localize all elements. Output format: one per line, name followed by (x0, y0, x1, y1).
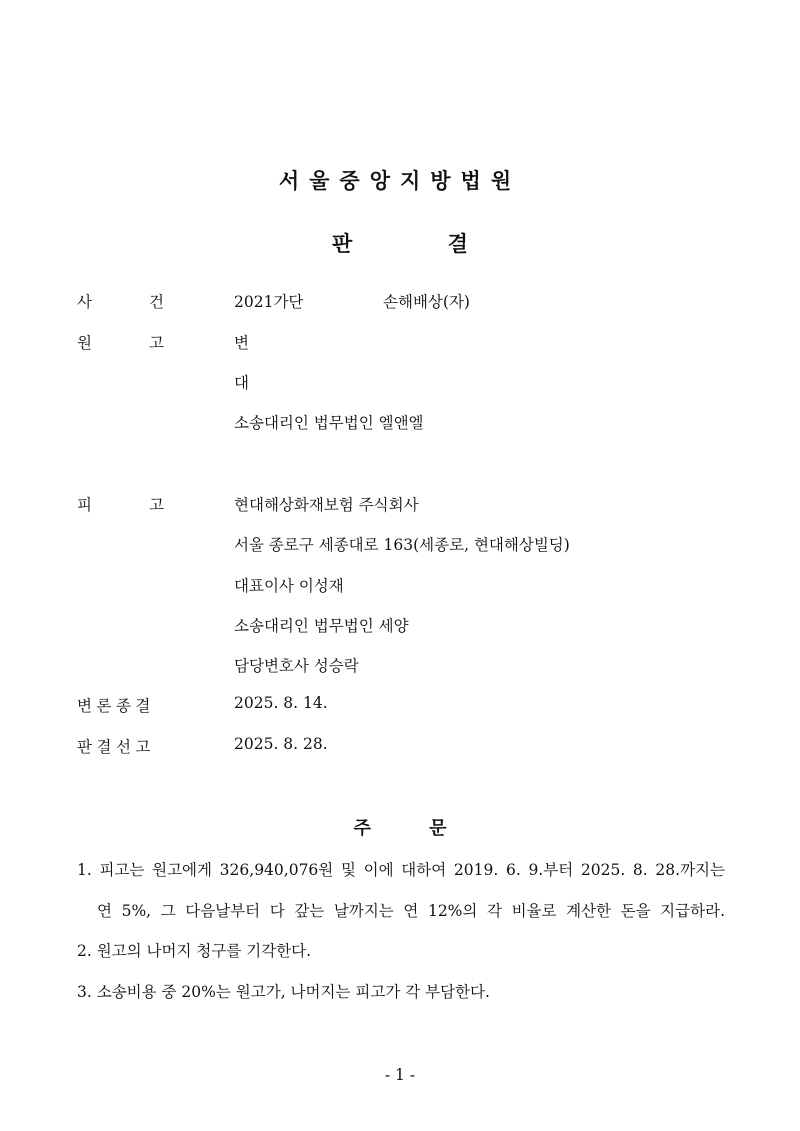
closing-date: 2025. 8. 14. (234, 694, 328, 712)
defendant-name: 현대해상화재보험 주식회사 (234, 496, 419, 514)
order-title-char-1: 주 (353, 818, 371, 839)
plaintiff-guardian: 대 (234, 374, 249, 392)
defendant-attorney: 소송대리인 법무법인 세양 (234, 617, 409, 635)
order-item-1-line-2: 연 5%, 그 다음날부터 다 갚는 날까지는 연 12%의 각 비율로 계산한 돈을 지급하라. (97, 902, 725, 920)
case-name: 손해배상(자) (383, 293, 470, 311)
plaintiff-name: 변 (234, 334, 249, 352)
verdict-date: 2025. 8. 28. (234, 735, 328, 753)
court-name: 서울중앙지방법원 (278, 169, 522, 193)
page-number: - 1 - (384, 1066, 416, 1084)
document-type (0, 228, 800, 258)
case-number: 2021가단 (234, 293, 304, 311)
closing-label: 변론종결 (77, 697, 155, 715)
document-type-char-1: 판 (332, 232, 353, 256)
plaintiff-attorney: 소송대리인 법무법인 엘앤엘 (234, 414, 424, 432)
verdict-label: 판결선고 (77, 738, 155, 756)
order-title-char-2: 문 (429, 818, 447, 839)
order-item-2: 2. 원고의 나머지 청구를 기각한다. (77, 942, 312, 960)
defendant-address: 서울 종로구 세종대로 163(세종로, 현대해상빌딩) (234, 536, 570, 554)
order-item-1-line-1: 1. 피고는 원고에게 326,940,076원 및 이에 대하여 2019. 6. 9.부터 2025. 8. 28.까지는 (77, 861, 725, 879)
order-title (0, 814, 800, 840)
defendant-lawyer: 담당변호사 성승락 (234, 657, 359, 675)
defendant-representative: 대표이사 이성재 (234, 577, 344, 595)
order-item-3: 3. 소송비용 중 20%는 원고가, 나머지는 피고가 각 부담한다. (77, 983, 490, 1001)
document-type-char-2: 결 (447, 232, 468, 256)
